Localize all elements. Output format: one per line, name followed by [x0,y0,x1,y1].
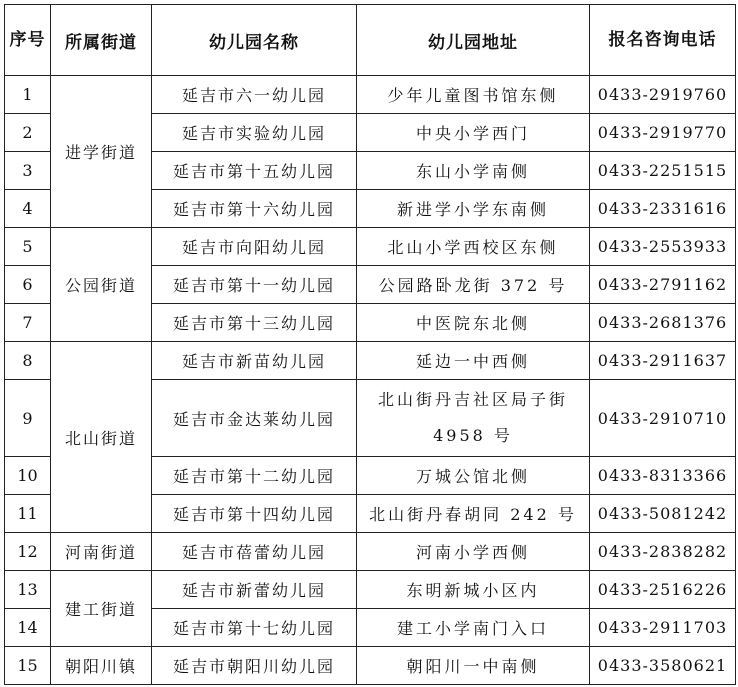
seq-cell: 8 [5,342,51,380]
phone-cell: 0433-2919760 [590,76,736,114]
seq-cell: 13 [5,571,51,609]
address-cell: 朝阳川一中南侧 [357,647,590,685]
seq-cell: 11 [5,495,51,533]
address-cell: 中医院东北侧 [357,304,590,342]
address-cell: 东明新城小区内 [357,571,590,609]
name-cell: 延吉市第十二幼儿园 [152,457,357,495]
header-street: 所属街道 [51,5,152,76]
seq-cell: 2 [5,114,51,152]
seq-cell: 15 [5,647,51,685]
address-cell: 新进学小学东南侧 [357,190,590,228]
address-line-1: 北山街丹吉社区局子街 [377,390,568,409]
table-row [5,342,736,380]
address-cell: 东山小学南侧 [357,152,590,190]
table-row [5,533,736,571]
table-row [5,228,736,266]
phone-cell: 0433-2791162 [590,266,736,304]
phone-cell: 0433-8313366 [590,457,736,495]
seq-cell: 4 [5,190,51,228]
name-cell: 延吉市新苗幼儿园 [152,342,357,380]
address-cell: 万城公馆北侧 [357,457,590,495]
seq-cell: 9 [5,380,51,457]
name-cell: 延吉市第十七幼儿园 [152,609,357,647]
phone-cell: 0433-2251515 [590,152,736,190]
table-row [5,647,736,685]
seq-cell: 1 [5,76,51,114]
street-cell: 河南街道 [51,533,152,571]
kindergarten-table [4,4,736,685]
seq-cell: 6 [5,266,51,304]
phone-cell: 0433-2910710 [590,380,736,457]
name-cell: 延吉市金达莱幼儿园 [152,380,357,457]
seq-cell: 3 [5,152,51,190]
phone-cell: 0433-2911637 [590,342,736,380]
header-seq: 序号 [5,5,51,76]
address-line-2: 4958 号 [433,426,513,445]
phone-cell: 0433-2911703 [590,609,736,647]
street-cell: 北山街道 [51,342,152,533]
address-cell: 延边一中西侧 [357,342,590,380]
phone-cell: 0433-2553933 [590,228,736,266]
address-cell: 少年儿童图书馆东侧 [357,76,590,114]
address-cell: 北山街丹春胡同 242 号 [357,495,590,533]
seq-cell: 10 [5,457,51,495]
address-cell [357,380,590,457]
address-cell: 建工小学南门入口 [357,609,590,647]
name-cell: 延吉市六一幼儿园 [152,76,357,114]
phone-cell: 0433-3580621 [590,647,736,685]
phone-cell: 0433-2331616 [590,190,736,228]
phone-cell: 0433-2681376 [590,304,736,342]
header-address: 幼儿园地址 [357,5,590,76]
seq-cell: 14 [5,609,51,647]
seq-cell: 5 [5,228,51,266]
street-cell: 进学街道 [51,76,152,228]
name-cell: 延吉市第十一幼儿园 [152,266,357,304]
street-cell: 朝阳川镇 [51,647,152,685]
name-cell: 延吉市实验幼儿园 [152,114,357,152]
header-phone: 报名咨询电话 [590,5,736,76]
name-cell: 延吉市第十三幼儿园 [152,304,357,342]
address-cell: 北山小学西校区东侧 [357,228,590,266]
name-cell: 延吉市第十六幼儿园 [152,190,357,228]
name-cell: 延吉市蓓蕾幼儿园 [152,533,357,571]
table-row [5,571,736,609]
phone-cell: 0433-2516226 [590,571,736,609]
name-cell: 延吉市新蕾幼儿园 [152,571,357,609]
address-cell: 中央小学西门 [357,114,590,152]
address-cell: 公园路卧龙街 372 号 [357,266,590,304]
name-cell: 延吉市向阳幼儿园 [152,228,357,266]
seq-cell: 12 [5,533,51,571]
street-cell: 建工街道 [51,571,152,647]
phone-cell: 0433-2919770 [590,114,736,152]
street-cell: 公园街道 [51,228,152,342]
phone-cell: 0433-2838282 [590,533,736,571]
name-cell: 延吉市第十四幼儿园 [152,495,357,533]
address-cell: 河南小学西侧 [357,533,590,571]
name-cell: 延吉市第十五幼儿园 [152,152,357,190]
name-cell: 延吉市朝阳川幼儿园 [152,647,357,685]
table-row [5,76,736,114]
header-name: 幼儿园名称 [152,5,357,76]
header-row [5,5,736,76]
phone-cell: 0433-5081242 [590,495,736,533]
seq-cell: 7 [5,304,51,342]
